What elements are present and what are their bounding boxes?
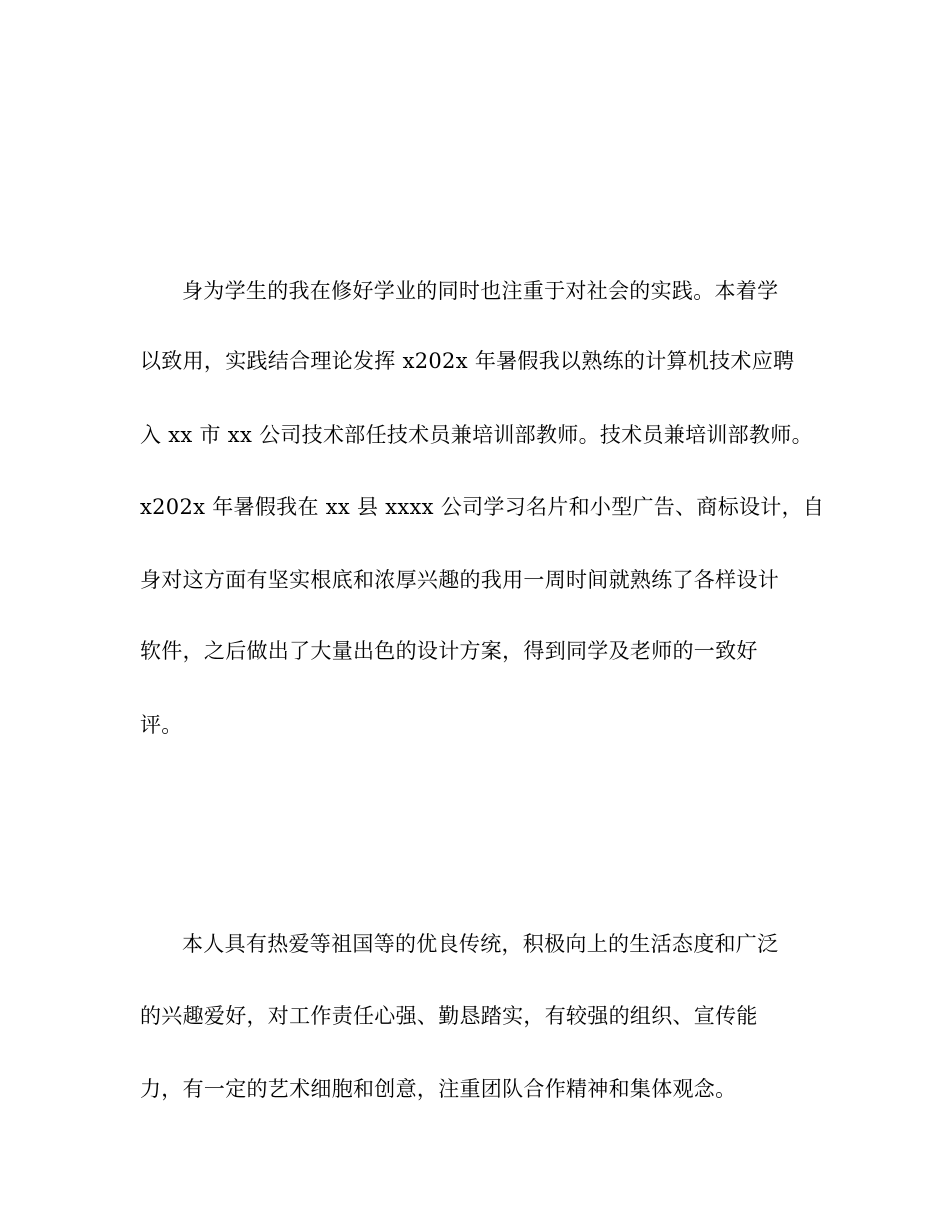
paragraph-line: 身为学生的我在修好学业的同时也注重于对社会的实践。本着学 xyxy=(182,279,779,303)
paragraph-line: 身对这方面有坚实根底和浓厚兴趣的我用一周时间就熟练了各样设计 xyxy=(140,568,779,592)
paragraph-line: 本人具有热爱等祖国等的优良传统，积极向上的生活态度和广泛 xyxy=(182,932,779,956)
paragraph-line: x202x 年暑假我在 xx 县 xxxx 公司学习名片和小型广告、商标设计，自 xyxy=(140,495,825,519)
paragraph-line: 入 xx 市 xx 公司技术部任技术员兼培训部教师。技术员兼培训部教师。 xyxy=(140,423,813,447)
paragraph-line: 软件，之后做出了大量出色的设计方案，得到同学及老师的一致好 xyxy=(140,639,758,663)
paragraph-line: 力，有一定的艺术细胞和创意，注重团队合作精神和集体观念。 xyxy=(140,1077,737,1101)
paragraph-line: 以致用，实践结合理论发挥 x202x 年暑假我以熟练的计算机技术应聘 xyxy=(140,349,795,373)
paragraph-line: 评。 xyxy=(140,713,183,737)
paragraph-line: 的兴趣爱好，对工作责任心强、勤恳踏实，有较强的组织、宣传能 xyxy=(140,1004,758,1028)
